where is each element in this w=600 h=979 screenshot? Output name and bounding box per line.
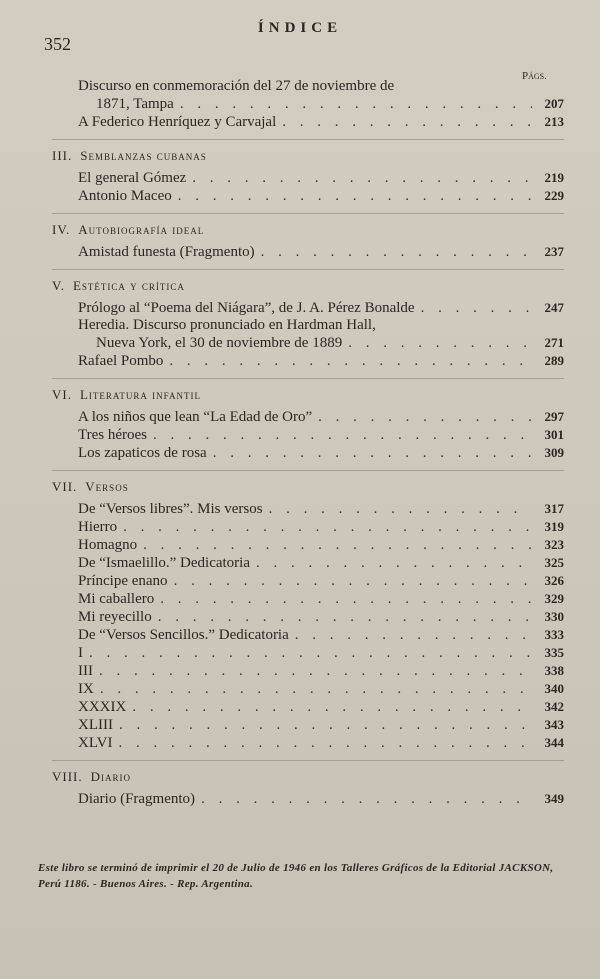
entry-page-number: 297	[544, 409, 564, 424]
entry-title: Tres héroes	[78, 427, 148, 443]
toc-entry[interactable]	[52, 408, 564, 426]
entry-page-number: 335	[544, 645, 564, 660]
section-title: Diario	[90, 769, 132, 784]
dot-leader	[282, 114, 532, 131]
entry-page-number: 326	[544, 573, 564, 588]
dot-leader	[180, 96, 532, 113]
entry-title: Amistad funesta (Fragmento)	[78, 244, 255, 260]
dot-leader	[158, 609, 532, 626]
toc-entry[interactable]	[52, 334, 564, 352]
entry-page-number: 319	[544, 519, 564, 534]
dot-leader	[174, 573, 532, 590]
toc-entry[interactable]	[52, 78, 564, 95]
entry-page-number: 237	[544, 244, 564, 259]
section-number: VIII.	[52, 769, 83, 784]
section-heading	[52, 222, 564, 238]
dot-leader	[89, 645, 532, 662]
entry-page-number: 338	[544, 663, 564, 678]
toc-entry[interactable]	[52, 317, 564, 334]
running-title: ÍNDICE	[257, 20, 343, 36]
section-divider	[52, 470, 564, 471]
entry-title: Discurso en conmemoración del 27 de noviembre de	[78, 78, 395, 94]
entry-page-number: 333	[544, 627, 564, 642]
entry-page-number: 344	[544, 735, 564, 750]
section-heading	[52, 479, 564, 495]
toc-entry[interactable]	[52, 644, 564, 662]
toc-entry[interactable]	[52, 113, 564, 131]
entry-title: Prólogo al “Poema del Niágara”, de J. A. Pérez Bonalde	[78, 300, 415, 316]
entry-title: Heredia. Discurso pronunciado en Hardman Hall,	[78, 317, 376, 333]
section-divider	[52, 269, 564, 270]
dot-leader	[201, 791, 532, 808]
entry-title: A los niños que lean “La Edad de Oro”	[78, 409, 313, 425]
entry-title: XXXIX	[78, 699, 127, 715]
toc-entry[interactable]	[52, 169, 564, 187]
toc-entry[interactable]	[52, 444, 564, 462]
toc-section	[52, 470, 564, 752]
entry-page-number: 325	[544, 555, 564, 570]
section-heading	[52, 148, 564, 164]
entry-page-number: 340	[544, 681, 564, 696]
entry-title: Diario (Fragmento)	[78, 791, 196, 807]
toc-section	[52, 139, 564, 205]
section-title: Semblanzas cubanas	[80, 148, 207, 163]
dot-leader	[192, 170, 532, 187]
entry-page-number: 219	[544, 170, 564, 185]
section-title: Estética y crítica	[72, 278, 185, 293]
entry-page-number: 309	[544, 445, 564, 460]
dot-leader	[269, 501, 532, 518]
dot-leader	[119, 717, 532, 734]
entry-title: Príncipe enano	[78, 573, 168, 589]
toc-entry[interactable]	[52, 572, 564, 590]
section-heading	[52, 769, 564, 785]
dot-leader	[118, 735, 532, 752]
entry-title: XLIII	[78, 717, 113, 733]
toc-entry[interactable]	[52, 590, 564, 608]
toc-entry[interactable]	[52, 299, 564, 317]
entry-page-number: 213	[544, 114, 564, 129]
entry-title: De “Versos Sencillos.” Dedicatoria	[78, 627, 289, 643]
entry-page-number: 247	[544, 300, 564, 315]
entry-title: XLVI	[78, 735, 113, 751]
entry-page-number: 289	[544, 353, 564, 368]
entry-page-number: 323	[544, 537, 564, 552]
entry-page-number: 342	[544, 699, 564, 714]
entry-title: Antonio Maceo	[78, 188, 172, 204]
dot-leader	[132, 699, 532, 716]
dot-leader	[213, 445, 532, 462]
toc-section	[52, 78, 564, 131]
entry-page-number: 207	[544, 96, 564, 111]
section-number: VI.	[52, 387, 72, 402]
table-of-contents	[52, 78, 564, 816]
section-number: IV.	[52, 222, 71, 237]
entry-page-number: 349	[544, 791, 564, 806]
toc-section	[52, 269, 564, 370]
entry-title: Nueva York, el 30 de noviembre de 1889	[96, 335, 343, 351]
entry-title: De “Ismaelillo.” Dedicatoria	[78, 555, 251, 571]
toc-section	[52, 760, 564, 808]
section-title: Literatura infantil	[79, 387, 201, 402]
entry-page-number: 301	[544, 427, 564, 442]
section-divider	[52, 378, 564, 379]
pages-column-label: Págs.	[522, 70, 547, 82]
entry-page-number: 343	[544, 717, 564, 732]
section-number: III.	[52, 148, 73, 163]
entry-title: Hierro	[78, 519, 118, 535]
toc-entry[interactable]	[52, 243, 564, 261]
dot-leader	[169, 353, 532, 370]
dot-leader	[295, 627, 532, 644]
entry-title: A Federico Henríquez y Carvajal	[78, 114, 277, 130]
dot-leader	[143, 537, 532, 554]
dot-leader	[99, 663, 532, 680]
section-divider	[52, 213, 564, 214]
entry-page-number: 229	[544, 188, 564, 203]
dot-leader	[153, 427, 532, 444]
toc-entry[interactable]	[52, 608, 564, 626]
entry-title: Homagno	[78, 537, 138, 553]
toc-entry[interactable]	[52, 426, 564, 444]
toc-entry[interactable]	[52, 500, 564, 518]
dot-leader	[261, 244, 532, 261]
section-heading	[52, 387, 564, 403]
entry-page-number: 329	[544, 591, 564, 606]
toc-entry[interactable]	[52, 95, 564, 113]
toc-entry[interactable]	[52, 734, 564, 752]
dot-leader	[160, 591, 532, 608]
dot-leader	[348, 335, 532, 352]
toc-entry[interactable]	[52, 716, 564, 734]
toc-entry[interactable]	[52, 698, 564, 716]
entry-title: 1871, Tampa	[96, 96, 174, 112]
toc-entry[interactable]	[52, 680, 564, 698]
toc-entry[interactable]	[52, 626, 564, 644]
page-number: 352	[44, 34, 71, 54]
toc-entry[interactable]	[52, 187, 564, 205]
entry-title: Mi reyecillo	[78, 609, 152, 625]
entry-title: I	[78, 645, 83, 661]
toc-section	[52, 213, 564, 261]
entry-title: El general Gómez	[78, 170, 187, 186]
toc-section	[52, 378, 564, 462]
entry-title: Los zapaticos de rosa	[78, 445, 207, 461]
entry-title: IX	[78, 681, 94, 697]
section-title: Versos	[85, 479, 129, 494]
section-heading	[52, 278, 564, 294]
entry-page-number: 271	[544, 335, 564, 350]
dot-leader	[421, 300, 532, 317]
toc-entry[interactable]	[52, 790, 564, 808]
entry-page-number: 330	[544, 609, 564, 624]
section-divider	[52, 139, 564, 140]
entry-page-number: 317	[544, 501, 564, 516]
colophon: Este libro se terminó de imprimir el 20 de Julio de 1946 en los Talleres Gráficos de la Editorial JACKSON, Perú 1186. - Buenos Aires. - Rep. Argentina.	[38, 862, 554, 890]
entry-title: Rafael Pombo	[78, 353, 164, 369]
dot-leader	[100, 681, 532, 698]
toc-entry[interactable]	[52, 662, 564, 680]
section-number: VII.	[52, 479, 78, 494]
toc-entry[interactable]	[52, 536, 564, 554]
toc-entry[interactable]	[52, 518, 564, 536]
section-divider	[52, 760, 564, 761]
entry-title: Mi caballero	[78, 591, 155, 607]
dot-leader	[123, 519, 532, 536]
dot-leader	[178, 188, 532, 205]
section-number: V.	[52, 278, 65, 293]
entry-title: De “Versos libres”. Mis versos	[78, 501, 263, 517]
section-title: Autobiografía ideal	[78, 222, 205, 237]
dot-leader	[256, 555, 532, 572]
dot-leader	[318, 409, 532, 426]
toc-entry[interactable]	[52, 352, 564, 370]
entry-title: III	[78, 663, 93, 679]
toc-entry[interactable]	[52, 554, 564, 572]
